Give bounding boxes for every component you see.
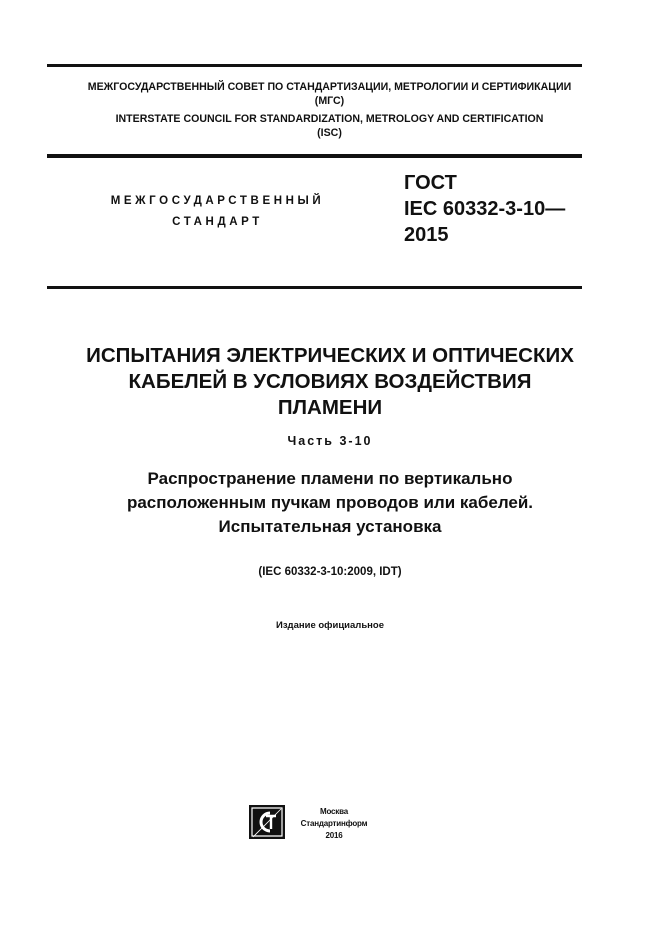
document-title [40,343,620,421]
publisher-year: 2016 [325,831,343,840]
standard-type-label [80,191,355,233]
subtitle-line2: расположенным пучкам проводов или кабелей. [126,493,534,512]
council-ru-abbr: (МГС) [314,95,345,107]
document-subtitle [40,467,620,539]
title-line3: ПЛАМЕНИ [277,396,383,419]
standartinform-logo-icon [248,804,286,840]
iec-equivalence: (IEC 60332-3-10:2009, IDT) [258,566,402,578]
publisher-info [294,806,374,842]
title-line1: ИСПЫТАНИЯ ЭЛЕКТРИЧЕСКИХ И ОПТИЧЕСКИХ [86,344,574,367]
middle-rule [47,154,582,158]
council-english [47,112,612,140]
part-number: Часть 3-10 [287,434,373,448]
subtitle-line3: Испытательная установка [218,517,442,536]
title-line2: КАБЕЛЕЙ В УСЛОВИЯХ ВОЗДЕЙСТВИЯ [128,370,532,393]
designation-number: IEC 60332-3-10— [404,198,566,220]
designation-prefix: ГОСТ [404,172,457,194]
lower-rule [47,286,582,289]
designation-year: 2015 [404,224,449,246]
council-ru-name: МЕЖГОСУДАРСТВЕННЫЙ СОВЕТ ПО СТАНДАРТИЗАЦИИ, МЕТРОЛОГИИ И СЕРТИФИКАЦИИ [87,81,572,93]
edition-note: Издание официальное [276,620,384,631]
top-rule [47,64,582,67]
council-russian [47,80,612,108]
standard-label-line1: МЕЖГОСУДАРСТВЕННЫЙ [110,195,325,207]
standard-label-line2: СТАНДАРТ [172,216,263,228]
publisher-city: Москва [320,807,348,816]
standard-designation [404,170,565,248]
publisher-name: Стандартинформ [300,819,368,828]
council-en-name: INTERSTATE COUNCIL FOR STANDARDIZATION, METROLOGY AND CERTIFICATION [115,113,544,125]
council-en-abbr: (ISC) [317,127,342,139]
subtitle-line1: Распространение пламени по вертикально [147,469,513,488]
